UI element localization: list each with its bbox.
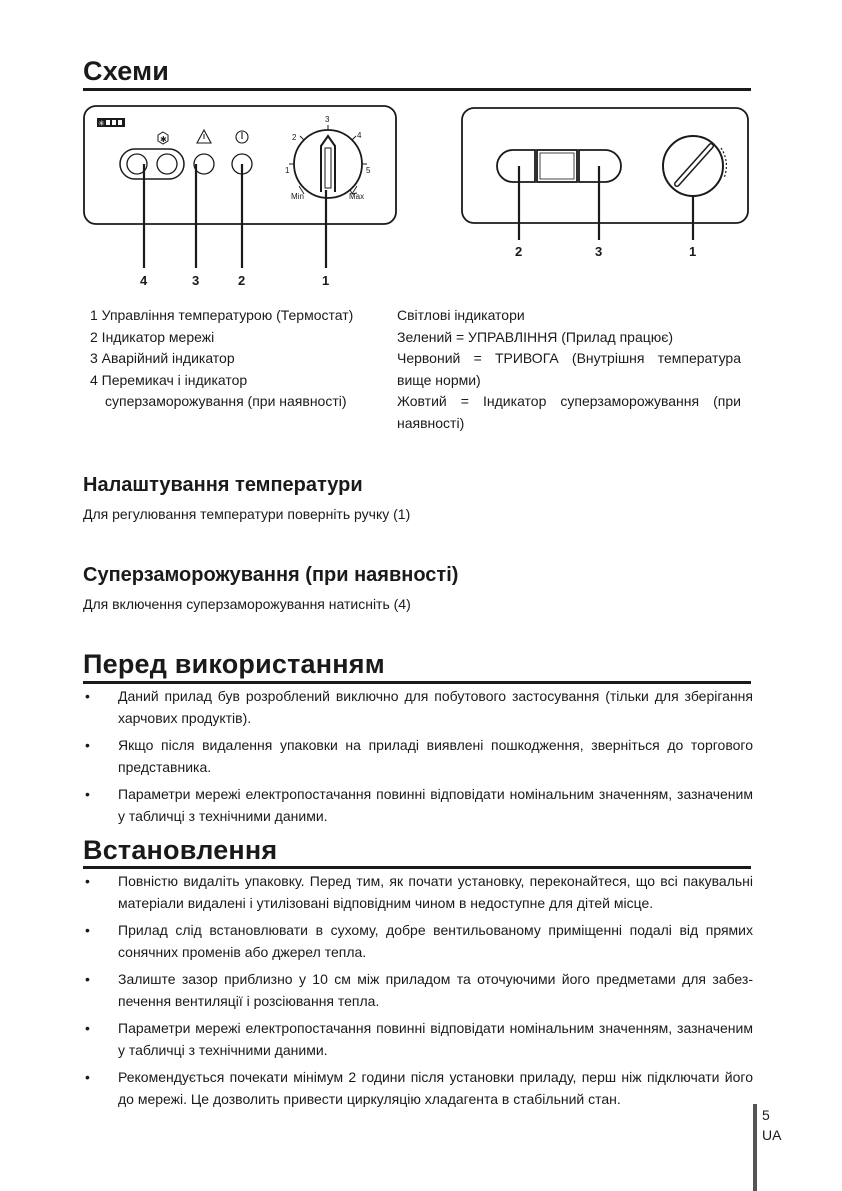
callout-1b: 1 — [689, 244, 697, 259]
legend-item-3: 3 Аварійний індикатор — [90, 350, 235, 366]
callout-2: 2 — [238, 273, 246, 288]
section-title-schemes: Схеми — [83, 56, 170, 86]
callout-3b: 3 — [595, 244, 603, 259]
dial-label-1: 1 — [285, 166, 290, 175]
control-panel-diagram-1 — [80, 100, 402, 290]
legend-right — [397, 305, 741, 434]
before-use-list — [83, 685, 753, 827]
list-item: • Залиште зазор приблизно у 10 см між приладом та оточуючими його предметами для забезпечення вентиляції і розсіювання тепла. — [85, 971, 753, 1009]
list-item: • Прилад слід встановлювати в сухому, добре вентильованому приміщенні подалі від прямих сонячних променів або джерел тепла. — [85, 922, 753, 960]
center-button[interactable] — [537, 150, 577, 182]
callout-1: 1 — [322, 273, 330, 288]
left-button[interactable] — [497, 150, 535, 182]
indicator-green: Зелений = УПРАВЛІННЯ (Прилад працює) — [397, 328, 674, 345]
callout-4: 4 — [140, 273, 148, 288]
superfreeze-text: Для включення суперзаморожування натисніть (4) — [83, 596, 411, 612]
page-number: 5 — [762, 1107, 770, 1123]
indicator-red: Червоний = ТРИВОГА (Внутрішня температура вище норми) — [397, 350, 741, 388]
control-panel-diagram-2 — [455, 100, 755, 260]
dial-label-4: 4 — [357, 131, 362, 140]
installation-list — [83, 870, 753, 1110]
callout-2b: 2 — [515, 244, 523, 259]
list-item: • Якщо після видалення упаковки на приладі виявлені пошкодження, зверніться до торгового представника. — [85, 737, 753, 775]
legend-item-4: 4 Перемикач і індикатор — [90, 371, 248, 388]
indicator-yellow: Жовтий = Індикатор суперзаморожування (при наявності) — [397, 393, 741, 431]
temperature-text: Для регулювання температури поверніть ручку (1) — [83, 506, 411, 522]
svg-text:✳: ✳ — [98, 119, 105, 128]
legend-left — [90, 305, 353, 413]
list-item: • Рекомендується почекати мінімум 2 години після установки приладу, перш ніж підключати його до мережі. Це дозволить привести циркуляцію хладагента в стабільний стан. — [85, 1069, 753, 1107]
callout-3: 3 — [192, 273, 200, 288]
section-rule — [83, 88, 751, 91]
language-code: UA — [762, 1127, 782, 1143]
section-title-before-use: Перед використанням — [83, 649, 385, 679]
page-edge-bar — [753, 1104, 757, 1191]
section-rule — [83, 866, 751, 869]
dial-label-3: 3 — [325, 115, 330, 124]
temperature-title: Налаштування температури — [83, 474, 363, 496]
list-item: • Повністю видаліть упаковку. Перед тим, як почати установку, переконайтеся, що всі пакувальні матеріали видалені і утилізовані відповідним чином в недоступне для дітей місце. — [85, 873, 753, 911]
list-item: • Даний прилад був розроблений виключно для побутового застосування (тільки для зберігання харчових продуктів). — [85, 688, 753, 726]
dial-label-5: 5 — [366, 166, 371, 175]
svg-text:✱: ✱ — [160, 135, 167, 144]
section-title-installation: Встановлення — [83, 835, 278, 865]
legend-item-2: 2 Індикатор мережі — [90, 328, 215, 345]
list-item: • Параметри мережі електропостачання повинні відповідати номінальним значенням, зазначеним у табличці з технічними даними. — [85, 1020, 753, 1058]
list-item: • Параметри мережі електропостачання повинні відповідати номінальним значенням, зазначеним у табличці з технічними даними. — [85, 786, 753, 824]
dial-label-max: Max — [349, 192, 365, 201]
superfreeze-logo-icon — [97, 118, 125, 128]
dial-label-2: 2 — [292, 133, 297, 142]
superfreeze-title: Суперзаморожування (при наявності) — [83, 564, 459, 586]
indicators-title: Світлові індикатори — [397, 307, 525, 323]
legend-item-1: 1 Управління температурою (Термостат) — [90, 307, 354, 323]
legend-item-4-cont: суперзаморожування (при наявності) — [105, 393, 347, 409]
section-rule — [83, 681, 751, 684]
dial-label-min: Min — [291, 192, 304, 201]
